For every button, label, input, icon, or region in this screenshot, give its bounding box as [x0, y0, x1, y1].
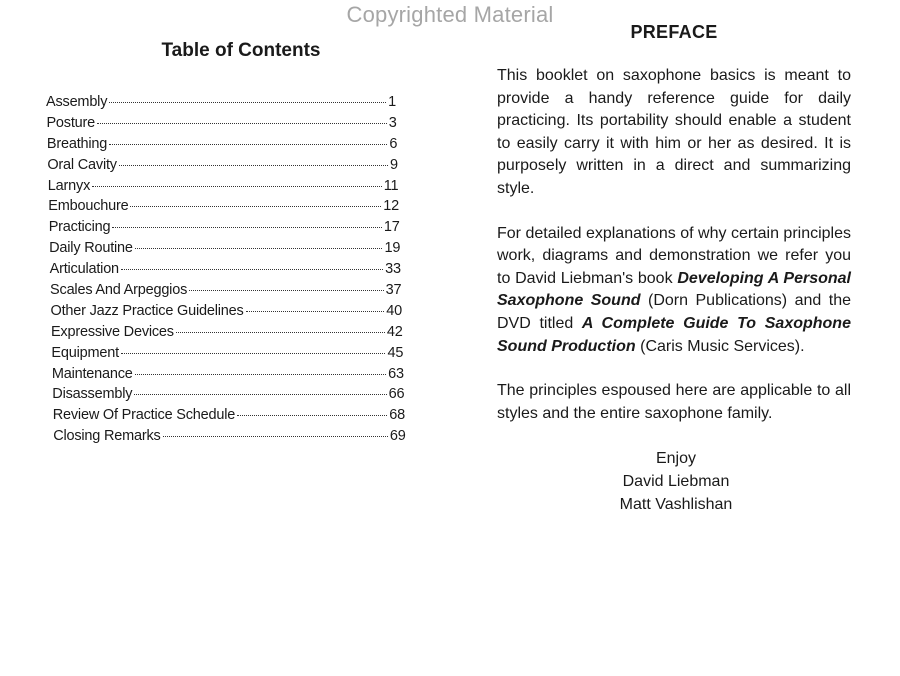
toc-entry-label: Equipment	[51, 344, 119, 361]
toc-entry	[46, 386, 406, 407]
toc-entry-label: Scales And Arpeggios	[50, 282, 188, 299]
toc-entry-label: Review Of Practice Schedule	[52, 407, 236, 424]
toc-entry	[46, 157, 406, 178]
signoff-author-2: Matt Vashlishan	[619, 496, 733, 514]
toc-entry	[46, 219, 406, 240]
toc-entry-page: 3	[388, 114, 397, 131]
toc-entry	[46, 240, 406, 261]
toc-leader-dots	[176, 332, 385, 333]
signoff-closing: Enjoy	[655, 450, 697, 468]
toc-leader-dots	[121, 269, 383, 270]
toc-entry-page: 33	[385, 261, 401, 278]
toc-entry-page: 66	[388, 386, 405, 403]
toc-entry-label: Closing Remarks	[53, 428, 161, 445]
toc-entry-page: 63	[388, 365, 404, 382]
toc-entry-page: 1	[388, 94, 396, 110]
toc-leader-dots	[109, 102, 386, 103]
toc-entry-page: 12	[383, 198, 399, 215]
toc-leader-dots	[97, 123, 387, 124]
toc-entry-page: 37	[385, 282, 402, 299]
toc-entry	[46, 366, 406, 387]
toc-leader-dots	[134, 394, 386, 395]
toc-entry	[46, 282, 406, 303]
toc-entry-label: Posture	[46, 114, 96, 131]
dvd-title: A Complete Guide To Saxophone Sound Production	[497, 314, 851, 355]
toc-entry-page: 17	[383, 219, 400, 236]
toc-entry	[46, 178, 406, 199]
toc-entry-page: 42	[386, 323, 403, 340]
toc-entry	[46, 407, 406, 428]
toc-entry-page: 6	[389, 135, 398, 152]
toc-entry-label: Maintenance	[51, 365, 133, 382]
toc-leader-dots	[189, 290, 384, 291]
toc-entry	[46, 324, 406, 345]
toc-entry-page: 19	[384, 240, 401, 257]
toc-entry-label: Disassembly	[52, 386, 133, 403]
toc-list	[46, 94, 406, 449]
toc-entry-page: 9	[389, 156, 398, 173]
toc-leader-dots	[130, 206, 381, 207]
toc-entry-label: Articulation	[49, 261, 119, 278]
signoff	[497, 447, 851, 516]
toc-leader-dots	[135, 374, 386, 375]
toc-entry-label: Larnyx	[47, 177, 91, 194]
toc-entry-label: Oral Cavity	[47, 156, 117, 173]
toc-leader-dots	[119, 165, 388, 166]
toc-leader-dots	[109, 144, 387, 145]
toc-entry-label: Daily Routine	[49, 240, 133, 257]
toc-leader-dots	[92, 186, 382, 187]
toc-entry	[46, 345, 406, 366]
toc-entry-page: 68	[389, 407, 405, 424]
toc-leader-dots	[121, 353, 386, 354]
toc-entry-label: Practicing	[48, 219, 111, 236]
toc-leader-dots	[112, 227, 382, 228]
toc-entry	[46, 94, 406, 115]
toc-title: Table of Contents	[161, 40, 321, 61]
toc-entry-label: Assembly	[46, 94, 108, 110]
preface-paragraph-1: This booklet on saxophone basics is meant to provide a handy reference guide for daily practicing. Its portability should enable a student to easily carry it with him or her as desired. It is purposely written in a direct and summarizing style.	[497, 67, 851, 197]
toc-entry-page: 45	[387, 344, 404, 361]
toc-entry-label: Breathing	[46, 135, 108, 152]
preface-paragraph-2	[497, 223, 851, 359]
toc-entry	[46, 115, 406, 136]
toc-entry	[46, 136, 406, 157]
toc-entry	[46, 198, 406, 219]
toc-leader-dots	[135, 248, 383, 249]
toc-entry-label: Expressive Devices	[50, 323, 174, 340]
toc-entry-page: 40	[386, 302, 402, 319]
toc-entry	[46, 303, 406, 324]
preface-title: PREFACE	[630, 22, 718, 42]
preface-section	[497, 22, 851, 516]
preface-paragraph-3: The principles espoused here are applicable to all styles and the entire saxophone family.	[497, 382, 851, 422]
para2-text-a: For detailed explanations of why certain principles work, diagrams and demonstration we refer you to David Liebman's book	[497, 224, 851, 287]
book-title: Developing A Personal Saxophone Sound	[497, 269, 852, 310]
toc-entry	[46, 428, 406, 449]
para2-text-c: (Caris Music Services).	[640, 337, 805, 355]
toc-entry-page: 69	[389, 428, 406, 445]
toc-entry-page: 11	[383, 177, 399, 194]
table-of-contents	[46, 40, 406, 449]
signoff-author-1: David Liebman	[622, 473, 730, 491]
toc-entry	[46, 261, 406, 282]
toc-leader-dots	[237, 415, 387, 416]
para2-text-b: (Dorn Publications) and the DVD titled	[497, 292, 852, 332]
toc-leader-dots	[163, 436, 388, 437]
toc-leader-dots	[246, 311, 385, 312]
copyright-watermark: Copyrighted Material	[346, 2, 554, 27]
toc-entry-label: Embouchure	[48, 198, 129, 215]
toc-entry-label: Other Jazz Practice Guidelines	[50, 302, 244, 319]
